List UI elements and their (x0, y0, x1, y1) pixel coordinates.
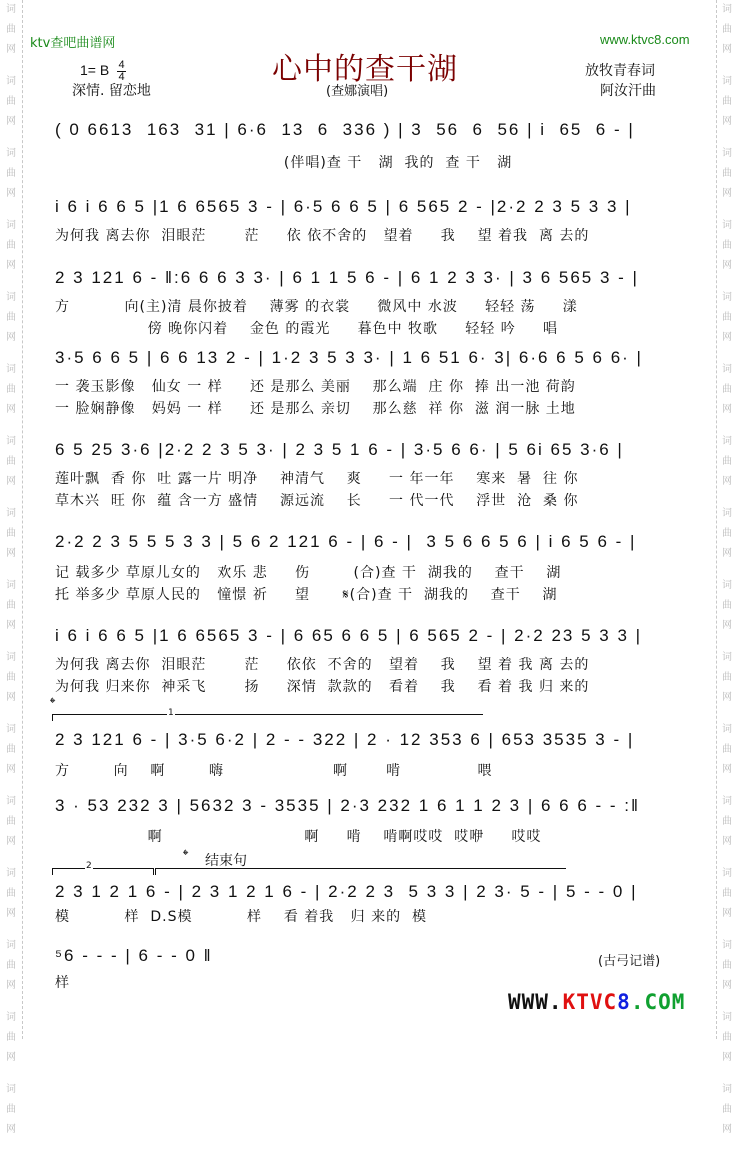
logo-8: 8 (617, 990, 631, 1014)
watermark-glyph: 曲 (722, 384, 732, 395)
notation: i 6 i 6 6 5 |1 6 6565 3 - | 6 65 6 6 5 | 6 565 2 - | 2·2 23 5 3 3 | (55, 626, 643, 645)
watermark-glyph: 网 (722, 1124, 732, 1135)
watermark-glyph: 词 (6, 76, 16, 87)
watermark-glyph: 网 (6, 44, 16, 55)
watermark-glyph: 曲 (722, 744, 732, 755)
notation: 3·5 6 6 5 | 6 6 13 2 - | 1·2 3 5 3 3· | 1 6 51 6· 3| 6·6 6 5 6 6· | (55, 348, 643, 367)
watermark-glyph: 曲 (722, 888, 732, 899)
logo-com: .COM (630, 990, 686, 1014)
watermark-glyph: 网 (722, 476, 732, 487)
lyricist-credit: 放牧青春词 (585, 63, 655, 79)
watermark-glyph: 网 (722, 908, 732, 919)
watermark-glyph: 网 (6, 908, 16, 919)
watermark-glyph: 网 (722, 980, 732, 991)
lyrics-verse-1: (伴唱)查 干 湖 我的 查 干 湖 (55, 155, 513, 171)
watermark-glyph: 词 (6, 580, 16, 591)
watermark-glyph: 网 (722, 692, 732, 703)
lyrics-verse-2: 托 举多少 草原人民的 憧憬 祈 望 𝄋(合)查 干 湖我的 查干 湖 (55, 587, 558, 603)
watermark-glyph: 曲 (6, 744, 16, 755)
lyrics-verse-1: 一 袭玉影像 仙女 一 样 还 是那么 美丽 那么端 庄 你 捧 出一池 荷韵 (55, 379, 576, 395)
watermark-glyph: 网 (6, 332, 16, 343)
notation: 2 3 121 6 - | 3·5 6·2 | 2 - - 322 | 2 · 12 353 6 | 653 3535 3 - | (55, 730, 635, 749)
watermark-glyph: 词 (722, 1012, 732, 1023)
watermark-glyph: 曲 (6, 312, 16, 323)
singer-credit: (查娜演唱) (326, 84, 389, 99)
watermark-glyph: 网 (722, 620, 732, 631)
second-ending-number: 2 (86, 861, 92, 871)
watermark-glyph: 曲 (722, 672, 732, 683)
watermark-glyph: 曲 (722, 168, 732, 179)
lyrics-verse-1: 啊 啊 啃 啃啊哎哎 哎咿 哎哎 (55, 829, 542, 845)
watermark-glyph: 曲 (6, 456, 16, 467)
first-ending-number: 1 (168, 708, 174, 718)
transcriber-credit: (古弓记谱) (598, 954, 661, 969)
second-ending-bracket (52, 868, 154, 875)
watermark-glyph: 词 (722, 148, 732, 159)
watermark-glyph: 词 (722, 436, 732, 447)
watermark-glyph: 网 (722, 44, 732, 55)
watermark-glyph: 网 (722, 836, 732, 847)
tempo-marking: 深情. 留恋地 (72, 83, 151, 99)
logo-www: WWW. (508, 990, 563, 1014)
watermark-glyph: 网 (6, 692, 16, 703)
watermark-glyph: 曲 (6, 672, 16, 683)
watermark-glyph: 曲 (6, 960, 16, 971)
watermark-glyph: 词 (722, 508, 732, 519)
watermark-glyph: 曲 (6, 600, 16, 611)
notation: 2·2 2 3 5 5 5 3 3 | 5 6 2 121 6 - | 6 - | 3 5 6 6 5 6 | i 6 5 6 - | (55, 532, 637, 551)
watermark-glyph: 网 (722, 1052, 732, 1063)
watermark-glyph: 网 (6, 764, 16, 775)
watermark-glyph: 曲 (722, 1104, 732, 1115)
watermark-glyph: 词 (6, 724, 16, 735)
watermark-glyph: 网 (722, 404, 732, 415)
lyrics-verse-1: 方 向 啊 嗨 啊 啃 喂 (55, 763, 493, 779)
watermark-glyph: 曲 (6, 1104, 16, 1115)
lyrics-verse-1: 为何我 离去你 泪眼茫 茫 依依 不舍的 望着 我 望 着 我 离 去的 (55, 657, 590, 673)
notation: ( 0 6613 163 31 | 6·6 13 6 336 ) | 3 56 6 56 | i 65 6 - | (55, 120, 635, 139)
watermark-glyph: 词 (722, 796, 732, 807)
lyrics-verse-1: 模 样 D.S模 样 看 着我 归 来的 模 (55, 909, 427, 925)
watermark-glyph: 词 (722, 220, 732, 231)
watermark-glyph: 曲 (722, 96, 732, 107)
watermark-glyph: 曲 (6, 168, 16, 179)
watermark-glyph: 曲 (722, 600, 732, 611)
watermark-glyph: 词 (722, 580, 732, 591)
watermark-glyph: 网 (6, 548, 16, 559)
time-bottom: 4 (118, 71, 125, 83)
song-title: 心中的查干湖 (272, 52, 458, 87)
lyrics-verse-2: 一 脸娴静像 妈妈 一 样 还 是那么 亲切 那么慈 祥 你 滋 润一脉 土地 (55, 401, 576, 417)
lyrics-verse-1: 样 (55, 975, 70, 991)
time-top: 4 (118, 59, 125, 71)
watermark-glyph: 词 (722, 724, 732, 735)
watermark-glyph: 网 (6, 1124, 16, 1135)
watermark-glyph: 网 (722, 116, 732, 127)
watermark-glyph: 曲 (722, 960, 732, 971)
watermark-glyph: 词 (6, 148, 16, 159)
notation: ⁵6 - - - | 6 - - 0 ‖ (55, 946, 213, 965)
lyrics-verse-1: 莲叶飘 香 你 吐 露一片 明净 神清气 爽 一 年一年 寒来 暑 往 你 (55, 471, 579, 487)
watermark-glyph: 曲 (722, 456, 732, 467)
watermark-glyph: 网 (6, 836, 16, 847)
coda-label: 结束句 (205, 853, 247, 869)
coda-sign-icon: 𝄌 (183, 846, 189, 864)
watermark-glyph: 网 (722, 764, 732, 775)
watermark-glyph: 网 (6, 620, 16, 631)
watermark-glyph: 词 (6, 364, 16, 375)
watermark-glyph: 词 (6, 796, 16, 807)
watermark-glyph: 网 (722, 188, 732, 199)
notation: 2 3 121 6 - ‖:6 6 6 3 3· | 6 1 1 5 6 - | 6 1 2 3 3· | 3 6 565 3 - | (55, 268, 639, 287)
watermark-glyph: 词 (6, 220, 16, 231)
watermark-glyph: 网 (722, 260, 732, 271)
watermark-glyph: 词 (6, 1012, 16, 1023)
watermark-glyph: 词 (6, 868, 16, 879)
watermark-glyph: 词 (6, 652, 16, 663)
watermark-glyph: 曲 (6, 240, 16, 251)
watermark-glyph: 曲 (6, 888, 16, 899)
watermark-glyph: 曲 (6, 24, 16, 35)
coda-sign-icon: 𝄌 (50, 694, 56, 712)
watermark-glyph: 曲 (722, 24, 732, 35)
coda-bracket (155, 868, 566, 875)
watermark-glyph: 曲 (722, 312, 732, 323)
key-label: 1= B (80, 62, 110, 79)
lyrics-verse-2: 草木兴 旺 你 蕴 含一方 盛情 源远流 长 一 代一代 浮世 沧 桑 你 (55, 493, 579, 509)
notation: 6 5 25 3·6 |2·2 2 3 5 3· | 2 3 5 1 6 - | 3·5 6 6· | 5 6i 65 3·6 | (55, 440, 624, 459)
logo-ktv: KTV (562, 990, 604, 1014)
site-logo (508, 990, 685, 1014)
watermark-glyph: 词 (6, 4, 16, 15)
watermark-glyph: 词 (722, 868, 732, 879)
watermark-glyph: 网 (6, 116, 16, 127)
watermark-glyph: 词 (6, 436, 16, 447)
site-name-left: ktv查吧曲谱网 (30, 36, 116, 51)
watermark-glyph: 词 (722, 76, 732, 87)
watermark-glyph: 词 (722, 940, 732, 951)
watermark-glyph: 曲 (722, 816, 732, 827)
watermark-glyph: 词 (722, 652, 732, 663)
logo-c: C (603, 990, 618, 1014)
watermark-glyph: 网 (6, 1052, 16, 1063)
watermark-glyph: 曲 (6, 96, 16, 107)
watermark-glyph: 词 (6, 292, 16, 303)
first-ending-bracket (52, 714, 483, 721)
watermark-glyph: 词 (6, 1084, 16, 1095)
watermark-glyph: 词 (722, 4, 732, 15)
watermark-glyph: 词 (6, 508, 16, 519)
watermark-glyph: 曲 (722, 1032, 732, 1043)
watermark-glyph: 词 (722, 364, 732, 375)
watermark-glyph: 曲 (6, 528, 16, 539)
watermark-glyph: 网 (6, 980, 16, 991)
lyrics-verse-1: 为何我 离去你 泪眼茫 茫 依 依不舍的 望着 我 望 着我 离 去的 (55, 228, 590, 244)
notation: i 6 i 6 6 5 |1 6 6565 3 - | 6·5 6 6 5 | 6 565 2 - |2·2 2 3 5 3 3 | (55, 197, 632, 216)
watermark-glyph: 网 (6, 260, 16, 271)
watermark-glyph: 网 (6, 476, 16, 487)
right-watermark-strip (716, 0, 737, 1135)
watermark-glyph: 词 (6, 940, 16, 951)
watermark-glyph: 网 (6, 404, 16, 415)
lyrics-verse-2: 为何我 归来你 神采飞 扬 深情 款款的 看着 我 看 着 我 归 来的 (55, 679, 590, 695)
watermark-glyph: 曲 (6, 384, 16, 395)
watermark-glyph: 曲 (722, 240, 732, 251)
watermark-glyph: 曲 (722, 528, 732, 539)
watermark-glyph: 曲 (6, 1032, 16, 1043)
watermark-glyph: 网 (722, 332, 732, 343)
composer-credit: 阿汝汗曲 (600, 83, 656, 99)
site-url-right: www.ktvc8.com (600, 32, 690, 47)
watermark-glyph: 词 (722, 292, 732, 303)
notation: 2 3 1 2 1 6 - | 2 3 1 2 1 6 - | 2·2 2 3 5 3 3 | 2 3· 5 - | 5 - - 0 | (55, 882, 638, 901)
watermark-glyph: 网 (722, 548, 732, 559)
watermark-glyph: 曲 (6, 816, 16, 827)
watermark-glyph: 网 (6, 188, 16, 199)
lyrics-verse-1: 方 向(主)清 晨你披着 薄雾 的衣裳 微风中 水波 轻轻 荡 漾 (55, 299, 578, 315)
left-watermark-strip (0, 0, 23, 1135)
lyrics-verse-1: 记 载多少 草原儿女的 欢乐 悲 伤 (合)查 干 湖我的 查干 湖 (55, 565, 562, 581)
notation: 3 · 53 232 3 | 5632 3 - 3535 | 2·3 232 1 6 1 1 2 3 | 6 6 6 - - :‖ (55, 796, 641, 815)
watermark-glyph: 词 (722, 1084, 732, 1095)
lyrics-verse-2: 傍 晚你闪着 金色 的霞光 暮色中 牧歌 轻轻 吟 唱 (55, 321, 559, 337)
